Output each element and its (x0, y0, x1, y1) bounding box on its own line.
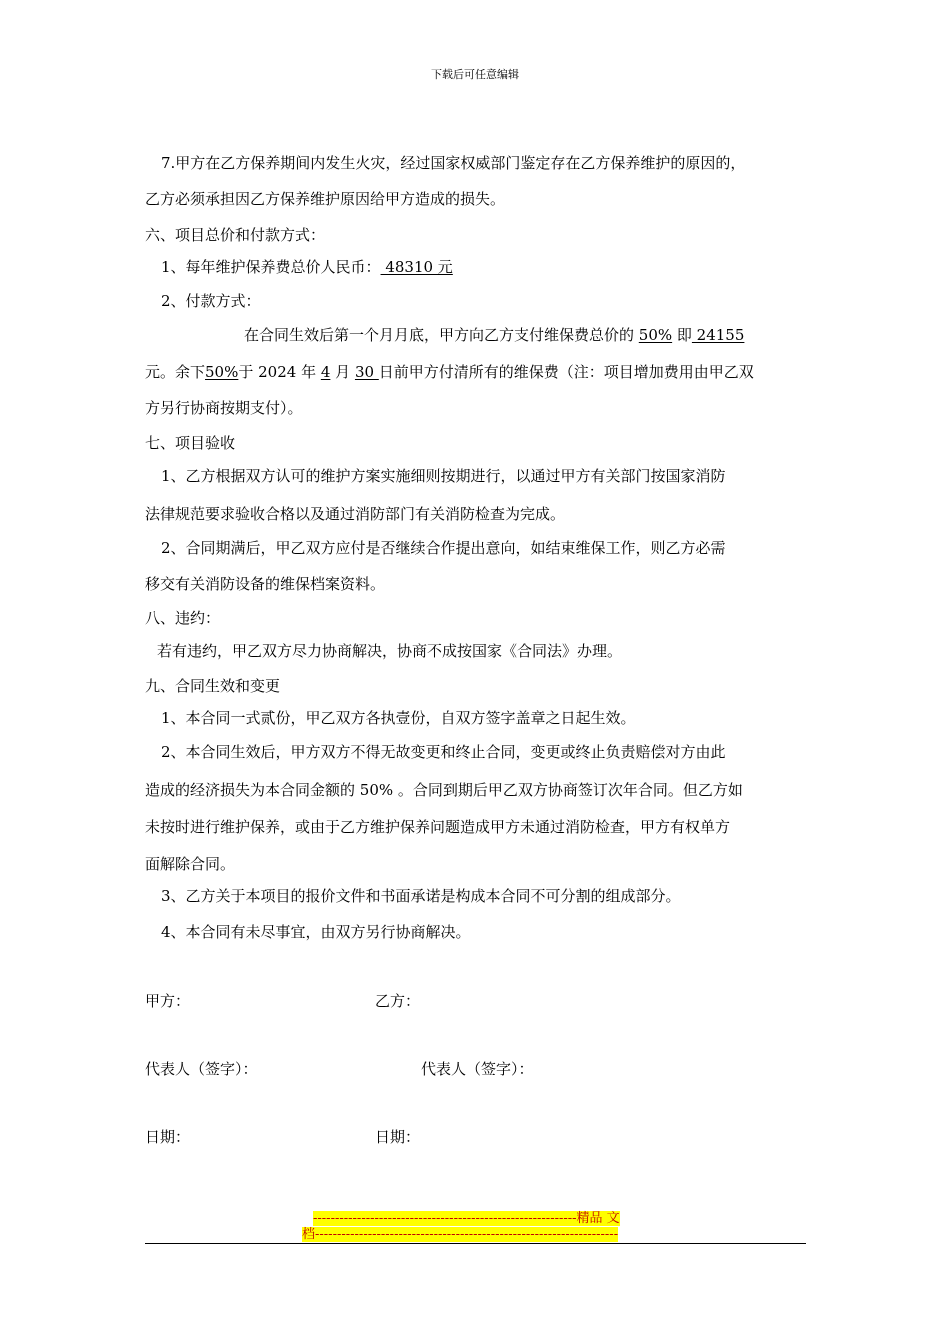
footer-watermark-line1: ------------------------------------------------------------精品 文 (313, 1211, 620, 1226)
party-a-label: 甲方： (145, 992, 191, 1010)
payment-line2 (145, 363, 754, 381)
section6-heading: 六、项目总价和付款方式： (145, 226, 326, 244)
payment-text-c: 元。余下 (145, 363, 206, 381)
section9-item4: 4、本合同有未尽事宜，由双方另行协商解决。 (161, 923, 471, 941)
payment-percent-2: 50% (205, 363, 239, 381)
payment-text-d: 于 2024 年 (238, 363, 321, 381)
payment-percent-1: 50% (638, 326, 673, 344)
section8-heading: 八、违约： (145, 609, 221, 627)
party-a-date: 日期： (145, 1128, 191, 1146)
section6-item2: 2、付款方式： (161, 292, 261, 310)
section7-item1-line2: 法律规范要求验收合格以及通过消防部门有关消防检查为完成。 (145, 505, 566, 523)
section9-item2-line3: 未按时进行维护保养，或由于乙方维护保养问题造成甲方未通过消防检查，甲方有权单方 (145, 818, 731, 836)
party-b-date: 日期： (375, 1128, 421, 1146)
payment-line3: 方另行协商按期支付）。 (145, 399, 303, 417)
section7-item2-line2: 移交有关消防设备的维保档案资料。 (145, 575, 386, 593)
payment-text-a: 在合同生效后第一个月月底，甲方向乙方支付维保费总价的 (244, 326, 639, 344)
payment-line1 (244, 326, 744, 344)
item1-label: 1、每年维护保养费总价人民币： (161, 258, 381, 276)
section9-item2-line4: 面解除合同。 (145, 855, 236, 873)
footer-divider (145, 1243, 806, 1244)
item7-line2: 乙方必须承担因乙方保养维护原因给甲方造成的损失。 (145, 190, 506, 208)
section9-item3: 3、乙方关于本项目的报价文件和书面承诺是构成本合同不可分割的组成部分。 (161, 887, 681, 905)
section9-item2-line1: 2、本合同生效后，甲方双方不得无故变更和终止合同，变更或终止负责赔偿对方由此 (161, 743, 726, 761)
footer-watermark-line2: 档--------------------------------------------------------------------- (302, 1227, 619, 1242)
payment-amount-1: 24155 (691, 326, 745, 344)
item7-line1: 7.甲方在乙方保养期间内发生火灾，经过国家权威部门鉴定存在乙方保养维护的原因的， (161, 154, 746, 172)
party-a-representative: 代表人（签字）： (145, 1060, 258, 1078)
section7-item2-line1: 2、合同期满后，甲乙双方应付是否继续合作提出意向，如结束维保工作，则乙方必需 (161, 539, 726, 557)
section8-text: 若有违约，甲乙双方尽力协商解决，协商不成按国家《合同法》办理。 (157, 642, 623, 660)
section6-item1 (161, 258, 453, 276)
section9-item1: 1、本合同一式贰份，甲乙双方各执壹份，自双方签字盖章之日起生效。 (161, 709, 636, 727)
payment-text-f: 日前甲方付清所有的维保费（注：项目增加费用由甲乙双 (378, 363, 754, 381)
section9-item2-line2: 造成的经济损失为本合同金额的 50% 。合同到期后甲乙双方协商签订次年合同。但乙方如 (145, 781, 743, 799)
payment-text-e: 月 (330, 363, 355, 381)
section7-heading: 七、项目验收 (145, 434, 236, 452)
section9-heading: 九、合同生效和变更 (145, 677, 281, 695)
party-b-representative: 代表人（签字）： (421, 1060, 534, 1078)
annual-fee-amount: 48310 元 (380, 258, 453, 276)
payment-text-b: 即 (672, 326, 692, 344)
section7-item1-line1: 1、乙方根据双方认可的维护方案实施细则按期进行，以通过甲方有关部门按国家消防 (161, 467, 726, 485)
page-header: 下载后可任意编辑 (431, 68, 519, 81)
payment-day: 30 (354, 363, 379, 381)
payment-month: 4 (320, 363, 331, 381)
party-b-label: 乙方： (375, 992, 421, 1010)
